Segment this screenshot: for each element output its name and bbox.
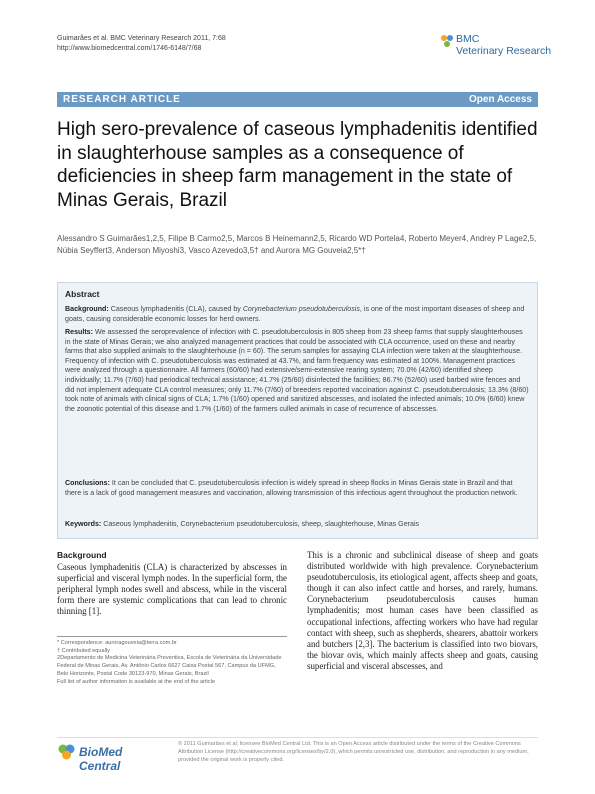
- journal-logo-line2: Veterinary Research: [456, 44, 552, 57]
- footer-divider: [57, 737, 538, 738]
- author-info-note: Full list of author information is available at the end of the article: [57, 678, 215, 685]
- article-title: High sero-prevalence of caseous lymphadenitis identified in slaughterhouse samples as a consequence of deficiencies in sheep farm management in the state of Minas Gerais, Brazil: [57, 119, 538, 211]
- article-type-band: [57, 92, 538, 107]
- left-column-text: Caseous lymphadenitis (CLA) is characterized by abscesses in superficial and visceral lymph nodes. In the superficial form, the peripheral lymph nodes swell and abscess, while in the visceral form there are systemic complications that can lead to chronic thinning [1].: [57, 562, 287, 617]
- abstract-results: [65, 328, 530, 414]
- abstract-heading: Abstract: [65, 289, 100, 299]
- results-label: Results:: [65, 328, 93, 336]
- background-text-a: Caseous lymphadenitis (CLA), caused by: [108, 305, 243, 313]
- affiliation-note: 2Departamento de Medicina Veterinária Preventiva, Escola de Veterinária da Universidade Federal de Minas Gerais, Av. Antônio Carlos 6627 Caixa Postal 567, Campus da UFMG, Belo Horizonte, Postal Code 30123-970, Minas Gerais, Brazil: [57, 655, 282, 677]
- journal-logo-line1: BMC: [456, 33, 480, 45]
- right-column-text: This is a chronic and subclinical disease of sheep and goats distributed worldwide with high prevalence. Corynebacterium pseudotuberculosis, its etiological agent, affects sheep and goats, though it can also infect cattle and horses, and rarely, humans. Corynebacterium pseudotuberculosis causes human lymphadenitis; most human cases have been classified as occupational infections, affecting workers who have had regular contact with sheep, such as shepherds, shearers, abattoir workers and butchers [2,3]. The bacterium is classified into two biovars, the biovar ovis, which mainly affects sheep and goats, causing superficial and visceral abscesses, and: [307, 550, 538, 671]
- abstract-box: [57, 282, 538, 539]
- background-text-b: , is one of the most important diseases of sheep and goats, causing considerable economic losses for herd owners.: [65, 305, 525, 323]
- citation-line: Guimarães et al. BMC Veterinary Research 2011, 7:68: [57, 35, 226, 42]
- background-species: Corynebacterium pseudotuberculosis: [242, 305, 360, 313]
- article-url[interactable]: http://www.biomedcentral.com/1746-6148/7/68: [57, 44, 202, 52]
- abstract-background: [65, 305, 530, 324]
- abstract-conclusions: [65, 479, 530, 498]
- correspondence-note: * Correspondence: auroragouveia@terra.com.br: [57, 640, 177, 646]
- author-list: Alessandro S Guimarães1,2,5, Filipe B Carmo2,5, Marcos B Heinemann2,5, Ricardo WD Portela4, Roberto Meyer4, Andrey P Lage2,5, Núbia Seyffert3, Anderson Miyoshi3, Vasco Azevedo3,5† and Aurora MG Gouveia2,5*†: [57, 234, 537, 255]
- background-label: Background:: [65, 305, 109, 313]
- license-text: © 2011 Guimarães et al; licensee BioMed Central Ltd. This is an Open Access article distributed under the terms of the Creative Commons Attribution License (http://creativecommons.org/licenses/by/2.0), which permits unrestricted use, distribution, and reproduction in any medium, provided the original work is properly cited.: [178, 741, 529, 763]
- results-text: We assessed the seroprevalence of infection with C. pseudotuberculosis in 805 sheep from 23 sheep farms that supply slaughterhouses in the state of Minas Gerais; we also analyzed management practices that could be associated with CLA occurrence, used on these and nearby farms that also supplied animals to the slaughterhouse (n = 60). The serum samples for assaying CLA infection were taken at the slaughterhouse. Frequency of infection with C. pseudotuberculosis was estimated at 43.7%, and farm frequency was estimated at 100%. Management practices were analyzed through a questionnaire. All farmers (60/60) had extensive/semi-extensive rearing system; 70.0% (42/60) identified sheep individually; 11.7% (7/60) had periodical technical assistance; 41.7% (25/60) disinfected the facilities; 86.7% (52/60) used barbed wire fences and did not implement adequate CLA control measures; only 11.7% (7/60) of breeders reported vaccination against C. pseudotuberculosis; 13.3% (8/60) took note of animals with clinical signs of CLA; 1.7% (1/60) opened and sanitized abscesses, and isolated the infected animals; 10.0% (6/60) knew the zoonotic potential of this disease and 1.7% (1/60) of the farmers culled animals in case of recurrence of abscesses.: [65, 328, 529, 413]
- open-access-label: Open Access: [469, 94, 532, 105]
- abstract-keywords: [65, 520, 530, 530]
- publisher-logo: [57, 741, 162, 773]
- keywords-label: Keywords:: [65, 520, 102, 528]
- publisher-logo-icon: [57, 743, 77, 761]
- footnote-divider: [57, 636, 287, 637]
- article-type-label: RESEARCH ARTICLE: [63, 94, 181, 105]
- background-heading: Background: [57, 550, 107, 560]
- article-citation: [57, 34, 226, 53]
- journal-logo: [444, 34, 554, 74]
- equal-contribution-note: † Contributed equally: [57, 647, 110, 654]
- keywords-text: Caseous lymphadenitis, Corynebacterium pseudotuberculosis, sheep, slaughterhouse, Minas Gerais: [101, 520, 420, 528]
- footnotes: [57, 640, 287, 686]
- conclusions-text: It can be concluded that C. pseudotuberculosis infection is widely spread in sheep flocks in Minas Gerais state in Brazil and that there is a lack of good management measures and vaccination, allowing transmission of this infectious agent throughout the production network.: [65, 479, 518, 497]
- journal-logo-icon: [440, 34, 454, 48]
- publisher-name: BioMed Central: [79, 745, 123, 773]
- conclusions-label: Conclusions:: [65, 479, 110, 487]
